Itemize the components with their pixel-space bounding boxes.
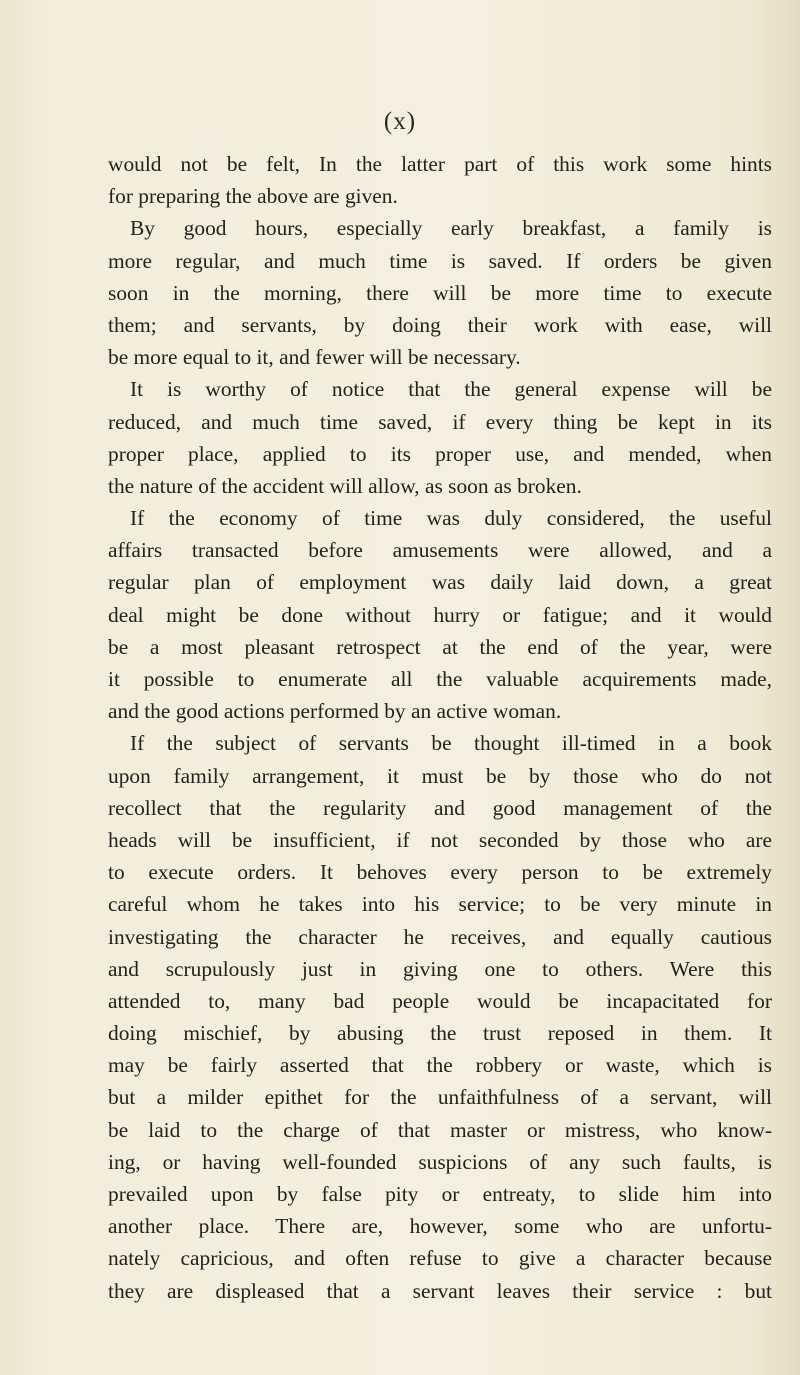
text-line: By good hours, especially early breakfast, a family is [130,216,772,241]
text-line: more regular, and much time is saved. If orders be given [108,248,772,273]
paragraph [108,502,772,727]
text-line: careful whom he takes into his service; to be very minute in [108,892,772,917]
text-line: affairs transacted before amusements were allowed, and a [108,538,772,563]
text-line: prevailed upon by false pity or entreaty, to slide him into [108,1182,772,1206]
text-line: and scrupulously just in giving one to others. Were this [108,956,772,981]
text-line: If the subject of servants be thought ill-timed in a book [130,731,772,756]
text-line: upon family arrangement, it must be by those who do not [108,763,772,788]
text-line: nately capricious, and often refuse to give a character because [108,1246,772,1271]
text-line: for preparing the above are given. [108,184,398,209]
text-line: be a most pleasant retrospect at the end of the year, were [108,634,772,659]
text-line: be more equal to it, and fewer will be necessary. [108,345,521,370]
text-line: If the economy of time was duly considered, the useful [130,506,772,531]
text-line: deal might be done without hurry or fatigue; and it would [108,602,772,627]
text-line: doing mischief, by abusing the trust reposed in them. It [108,1021,772,1046]
text-line: soon in the morning, there will be more time to execute [108,280,772,305]
paragraph [108,212,772,373]
text-line: It is worthy of notice that the general expense will be [130,377,772,402]
paragraph [108,148,772,212]
text-line: them; and servants, by doing their work with ease, will [108,312,772,337]
text-line: attended to, many bad people would be incapacitated for [108,988,772,1013]
body-text [108,148,772,1307]
text-line: and the good actions performed by an active woman. [108,699,562,724]
text-line: to execute orders. It behoves every person to be extremely [108,860,772,885]
text-line: proper place, applied to its proper use, and mended, when [108,441,772,466]
text-line: recollect that the regularity and good management of the [108,795,772,820]
text-line: regular plan of employment was daily laid down, a great [108,570,772,595]
text-line: would not be felt, In the latter part of this work some hints [108,152,772,176]
text-line: it possible to enumerate all the valuable acquirements made, [108,667,772,691]
text-line: reduced, and much time saved, if every thing be kept in its [108,409,772,434]
text-line: another place. There are, however, some who are unfortu- [108,1214,772,1239]
text-line: the nature of the accident will allow, as soon as broken. [108,473,582,498]
text-line: they are displeased that a servant leaves their service : but [108,1278,772,1303]
text-line: investigating the character he receives, and equally cautious [108,924,772,949]
paragraph [108,727,772,1306]
text-line: may be fairly asserted that the robbery or waste, which is [108,1053,772,1078]
text-line: ing, or having well-founded suspicions of any such faults, is [108,1149,772,1174]
page-number: (x) [383,108,417,135]
paragraph [108,373,772,502]
text-line: heads will be insufficient, if not seconded by those who are [108,827,772,852]
text-line: but a milder epithet for the unfaithfulness of a servant, will [108,1085,772,1110]
text-line: be laid to the charge of that master or mistress, who know- [108,1117,772,1142]
